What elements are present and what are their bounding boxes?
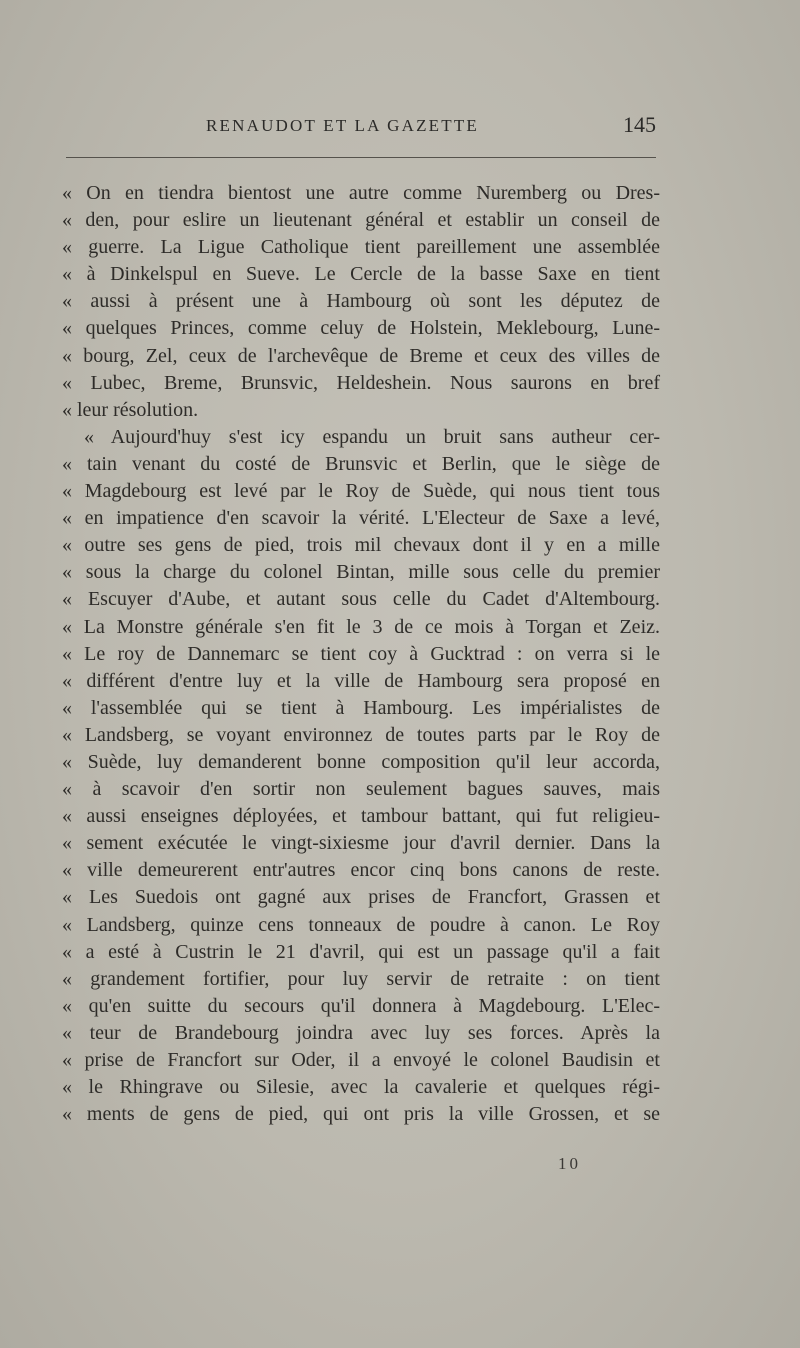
text-line: « Les Suedois ont gagné aux prises de Francfort, Grassen et <box>62 886 660 909</box>
text-line: « ville demeurerent entr'autres encor cinq bons canons de reste. <box>62 859 660 882</box>
signature-mark: 10 <box>558 1154 581 1173</box>
text-line: « a esté à Custrin le 21 d'avril, qui est un passage qu'il a fait <box>62 940 660 963</box>
text-line: « Aujourd'huy s'est icy espandu un bruit sans autheur cer- <box>84 425 660 448</box>
text-line: « grandement fortifier, pour luy servir de retraite : on tient <box>62 967 660 990</box>
page-header <box>66 112 656 144</box>
text-line: « aussi enseignes déployées, et tambour battant, qui fut religieu- <box>62 805 660 828</box>
text-line: « à Dinkelspul en Sueve. Le Cercle de la basse Saxe en tient <box>62 263 660 286</box>
text-line: « sous la charge du colonel Bintan, mille sous celle du premier <box>62 561 660 584</box>
text-line: « Suède, luy demanderent bonne composition qu'il leur accorda, <box>62 750 660 773</box>
header-rule <box>66 157 656 158</box>
text-line: « Le roy de Dannemarc se tient coy à Gucktrad : on verra si le <box>62 642 660 665</box>
text-line: « Escuyer d'Aube, et autant sous celle du Cadet d'Altembourg. <box>62 588 660 611</box>
text-line: « tain venant du costé de Brunsvic et Berlin, que le siège de <box>62 452 660 475</box>
text-line: « Landsberg, se voyant environnez de toutes parts par le Roy de <box>62 723 660 746</box>
body-text <box>62 180 660 1128</box>
text-line: « qu'en suitte du secours qu'il donnera à Magdebourg. L'Elec- <box>62 994 660 1017</box>
page-number: 145 <box>623 112 656 137</box>
text-line: « sement exécutée le vingt-sixiesme jour d'avril dernier. Dans la <box>62 832 660 855</box>
text-line: « en impatience d'en scavoir la vérité. L'Electeur de Saxe a levé, <box>62 507 660 530</box>
running-title: RENAUDOT ET LA GAZETTE <box>206 116 479 135</box>
text-line: « La Monstre générale s'en fit le 3 de ce mois à Torgan et Zeiz. <box>62 615 660 638</box>
text-line: « le Rhingrave ou Silesie, avec la cavalerie et quelques régi- <box>62 1076 660 1099</box>
text-line: « bourg, Zel, ceux de l'archevêque de Breme et ceux des villes de <box>62 344 660 367</box>
text-line: « aussi à présent une à Hambourg où sont les députez de <box>62 290 660 313</box>
text-line: « outre ses gens de pied, trois mil chevaux dont il y en a mille <box>62 534 660 557</box>
text-line: « Lubec, Breme, Brunsvic, Heldeshein. Nous saurons en bref <box>62 371 660 394</box>
text-line: « à scavoir d'en sortir non seulement bagues sauves, mais <box>62 778 660 801</box>
text-line: « l'assemblée qui se tient à Hambourg. Les impérialistes de <box>62 696 660 719</box>
text-line: « Magdebourg est levé par le Roy de Suède, qui nous tient tous <box>62 480 660 503</box>
text-line: « ments de gens de pied, qui ont pris la ville Grossen, et se <box>62 1103 660 1126</box>
text-line: « leur résolution. <box>62 398 199 421</box>
text-line: « On en tiendra bientost une autre comme Nuremberg ou Dres- <box>62 182 660 204</box>
text-line: « quelques Princes, comme celuy de Holstein, Meklebourg, Lune- <box>62 317 660 340</box>
text-line: « Landsberg, quinze cens tonneaux de poudre à canon. Le Roy <box>62 913 660 936</box>
text-line: « différent d'entre luy et la ville de Hambourg sera proposé en <box>62 669 660 692</box>
text-line: « teur de Brandebourg joindra avec luy ses forces. Après la <box>62 1021 660 1044</box>
text-line: « guerre. La Ligue Catholique tient pareillement une assemblée <box>62 236 660 259</box>
text-line: « den, pour eslire un lieutenant général et establir un conseil de <box>62 209 660 232</box>
text-line: « prise de Francfort sur Oder, il a envoyé le colonel Baudisin et <box>62 1049 660 1071</box>
